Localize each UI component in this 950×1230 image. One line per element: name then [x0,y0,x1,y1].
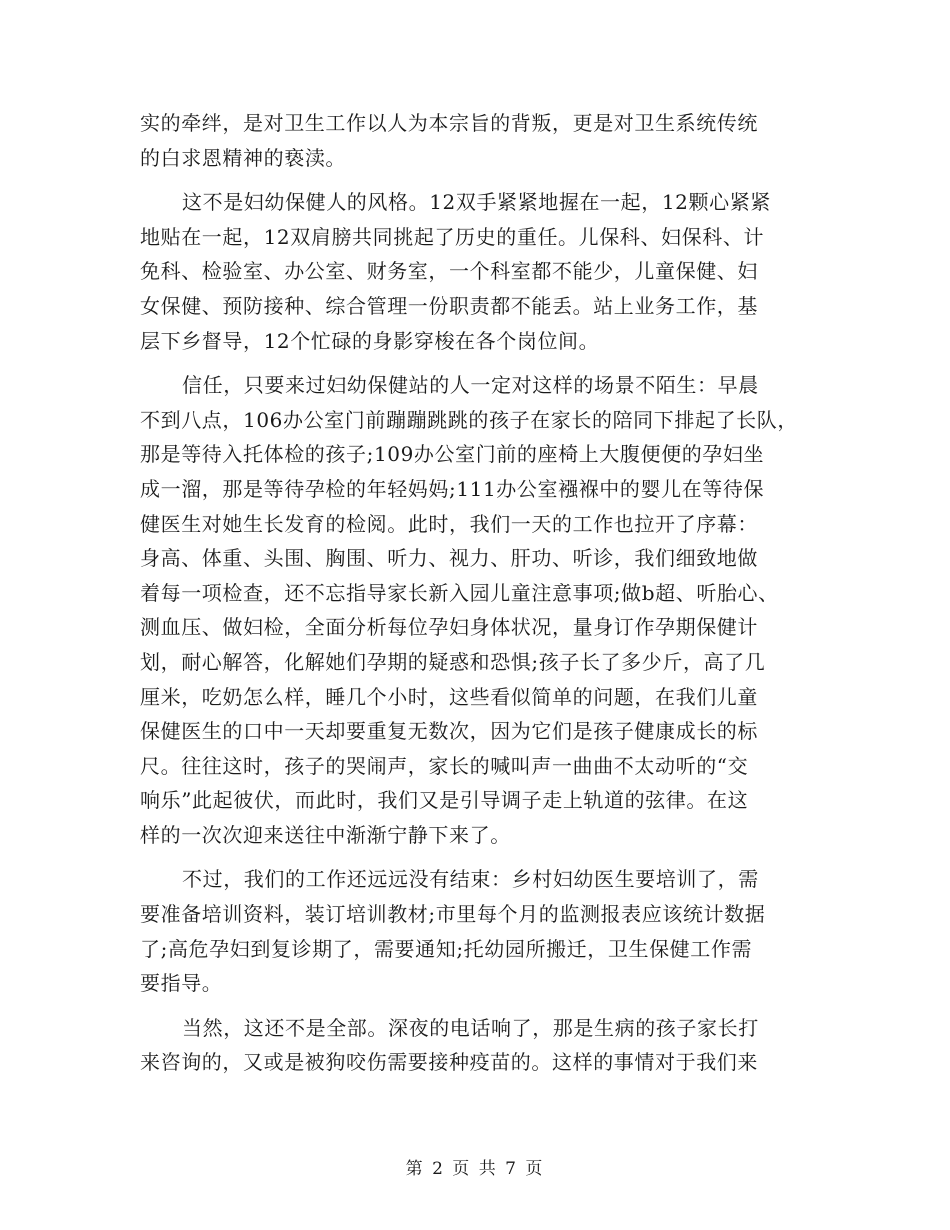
text-line: 不到八点，106办公室门前蹦蹦跳跳的孩子在家长的陪同下排起了长队， [140,407,798,432]
paragraph [140,1011,820,1080]
text-line: 健医生对她生长发育的检阅。此时，我们一天的工作也拉开了序幕： [140,511,758,536]
text-line: 厘米，吃奶怎么样，睡几个小时，这些看似简单的问题，在我们儿童 [140,684,758,709]
text-line: 着每一项检查，还不忘指导家长新入园儿童注意事项;做b超、听胎心、 [140,580,779,605]
text-line: 样的一次次迎来送往中渐渐宁静下来了。 [140,822,511,847]
body-text [140,106,820,1080]
text-line: 响乐”此起彼伏，而此时，我们又是引导调子走上轨道的弦律。在这 [140,788,749,813]
text-line: 了;高危孕妇到复诊期了，需要通知;托幼园所搬迁，卫生保健工作需 [140,936,753,961]
page-number-footer: 第 2 页 共 7 页 [405,1159,545,1179]
text-line: 身高、体重、头围、胸围、听力、视力、肝功、听诊，我们细致地做 [140,546,758,571]
text-line: 不过，我们的工作还远远没有结束：乡村妇幼医生要培训了，需 [182,867,759,892]
text-line: 划，耐心解答，化解她们孕期的疑惑和恐惧;孩子长了多少斤，高了几 [140,649,766,674]
text-line: 要指导。 [140,971,223,996]
text-line: 实的牵绊，是对卫生工作以人为本宗旨的背叛，更是对卫生系统传统 [140,111,758,135]
paragraph [140,862,820,1000]
text-line: 成一溜，那是等待孕检的年轻妈妈;111办公室襁褓中的婴儿在等待保 [140,476,765,501]
text-line: 当然，这还不是全部。深夜的电话响了，那是生病的孩子家长打 [182,1015,759,1040]
text-line: 女保健、预防接种、综合管理一份职责都不能丢。站上业务工作，基 [140,293,758,318]
text-line: 那是等待入托体检的孩子;109办公室门前的座椅上大腹便便的孕妇坐 [140,442,765,467]
text-line: 尺。往往这时，孩子的哭闹声，家长的喊叫声一曲曲不太动听的“交 [140,753,749,778]
text-line: 信任，只要来过妇幼保健站的人一定对这样的场景不陌生：早晨 [182,373,759,398]
text-line: 要准备培训资料，装订培训教材;市里每个月的监测报表应该统计数据 [140,902,766,927]
text-line: 层下乡督导，12个忙碌的身影穿梭在各个岗位间。 [140,328,600,353]
text-line: 保健医生的口中一天却要重复无数次，因为它们是孩子健康成长的标 [140,719,758,744]
text-line: 测血压、做妇检，全面分析每位孕妇身体状况，量身订作孕期保健计 [140,615,758,640]
text-line: 地贴在一起，12双肩膀共同挑起了历史的重任。儿保科、妇保科、计 [140,224,765,249]
text-line: 来咨询的，又或是被狗咬伤需要接种疫苗的。这样的事情对于我们来 [140,1050,758,1075]
paragraph [140,106,820,175]
text-line: 的白求恩精神的亵渎。 [140,145,346,170]
paragraph [140,368,820,852]
text-line: 这不是妇幼保健人的风格。12双手紧紧地握在一起，12颗心紧紧 [182,190,771,215]
text-line: 免科、检验室、办公室、财务室，一个科室都不能少，儿童保健、妇 [140,259,758,284]
paragraph [140,185,820,358]
